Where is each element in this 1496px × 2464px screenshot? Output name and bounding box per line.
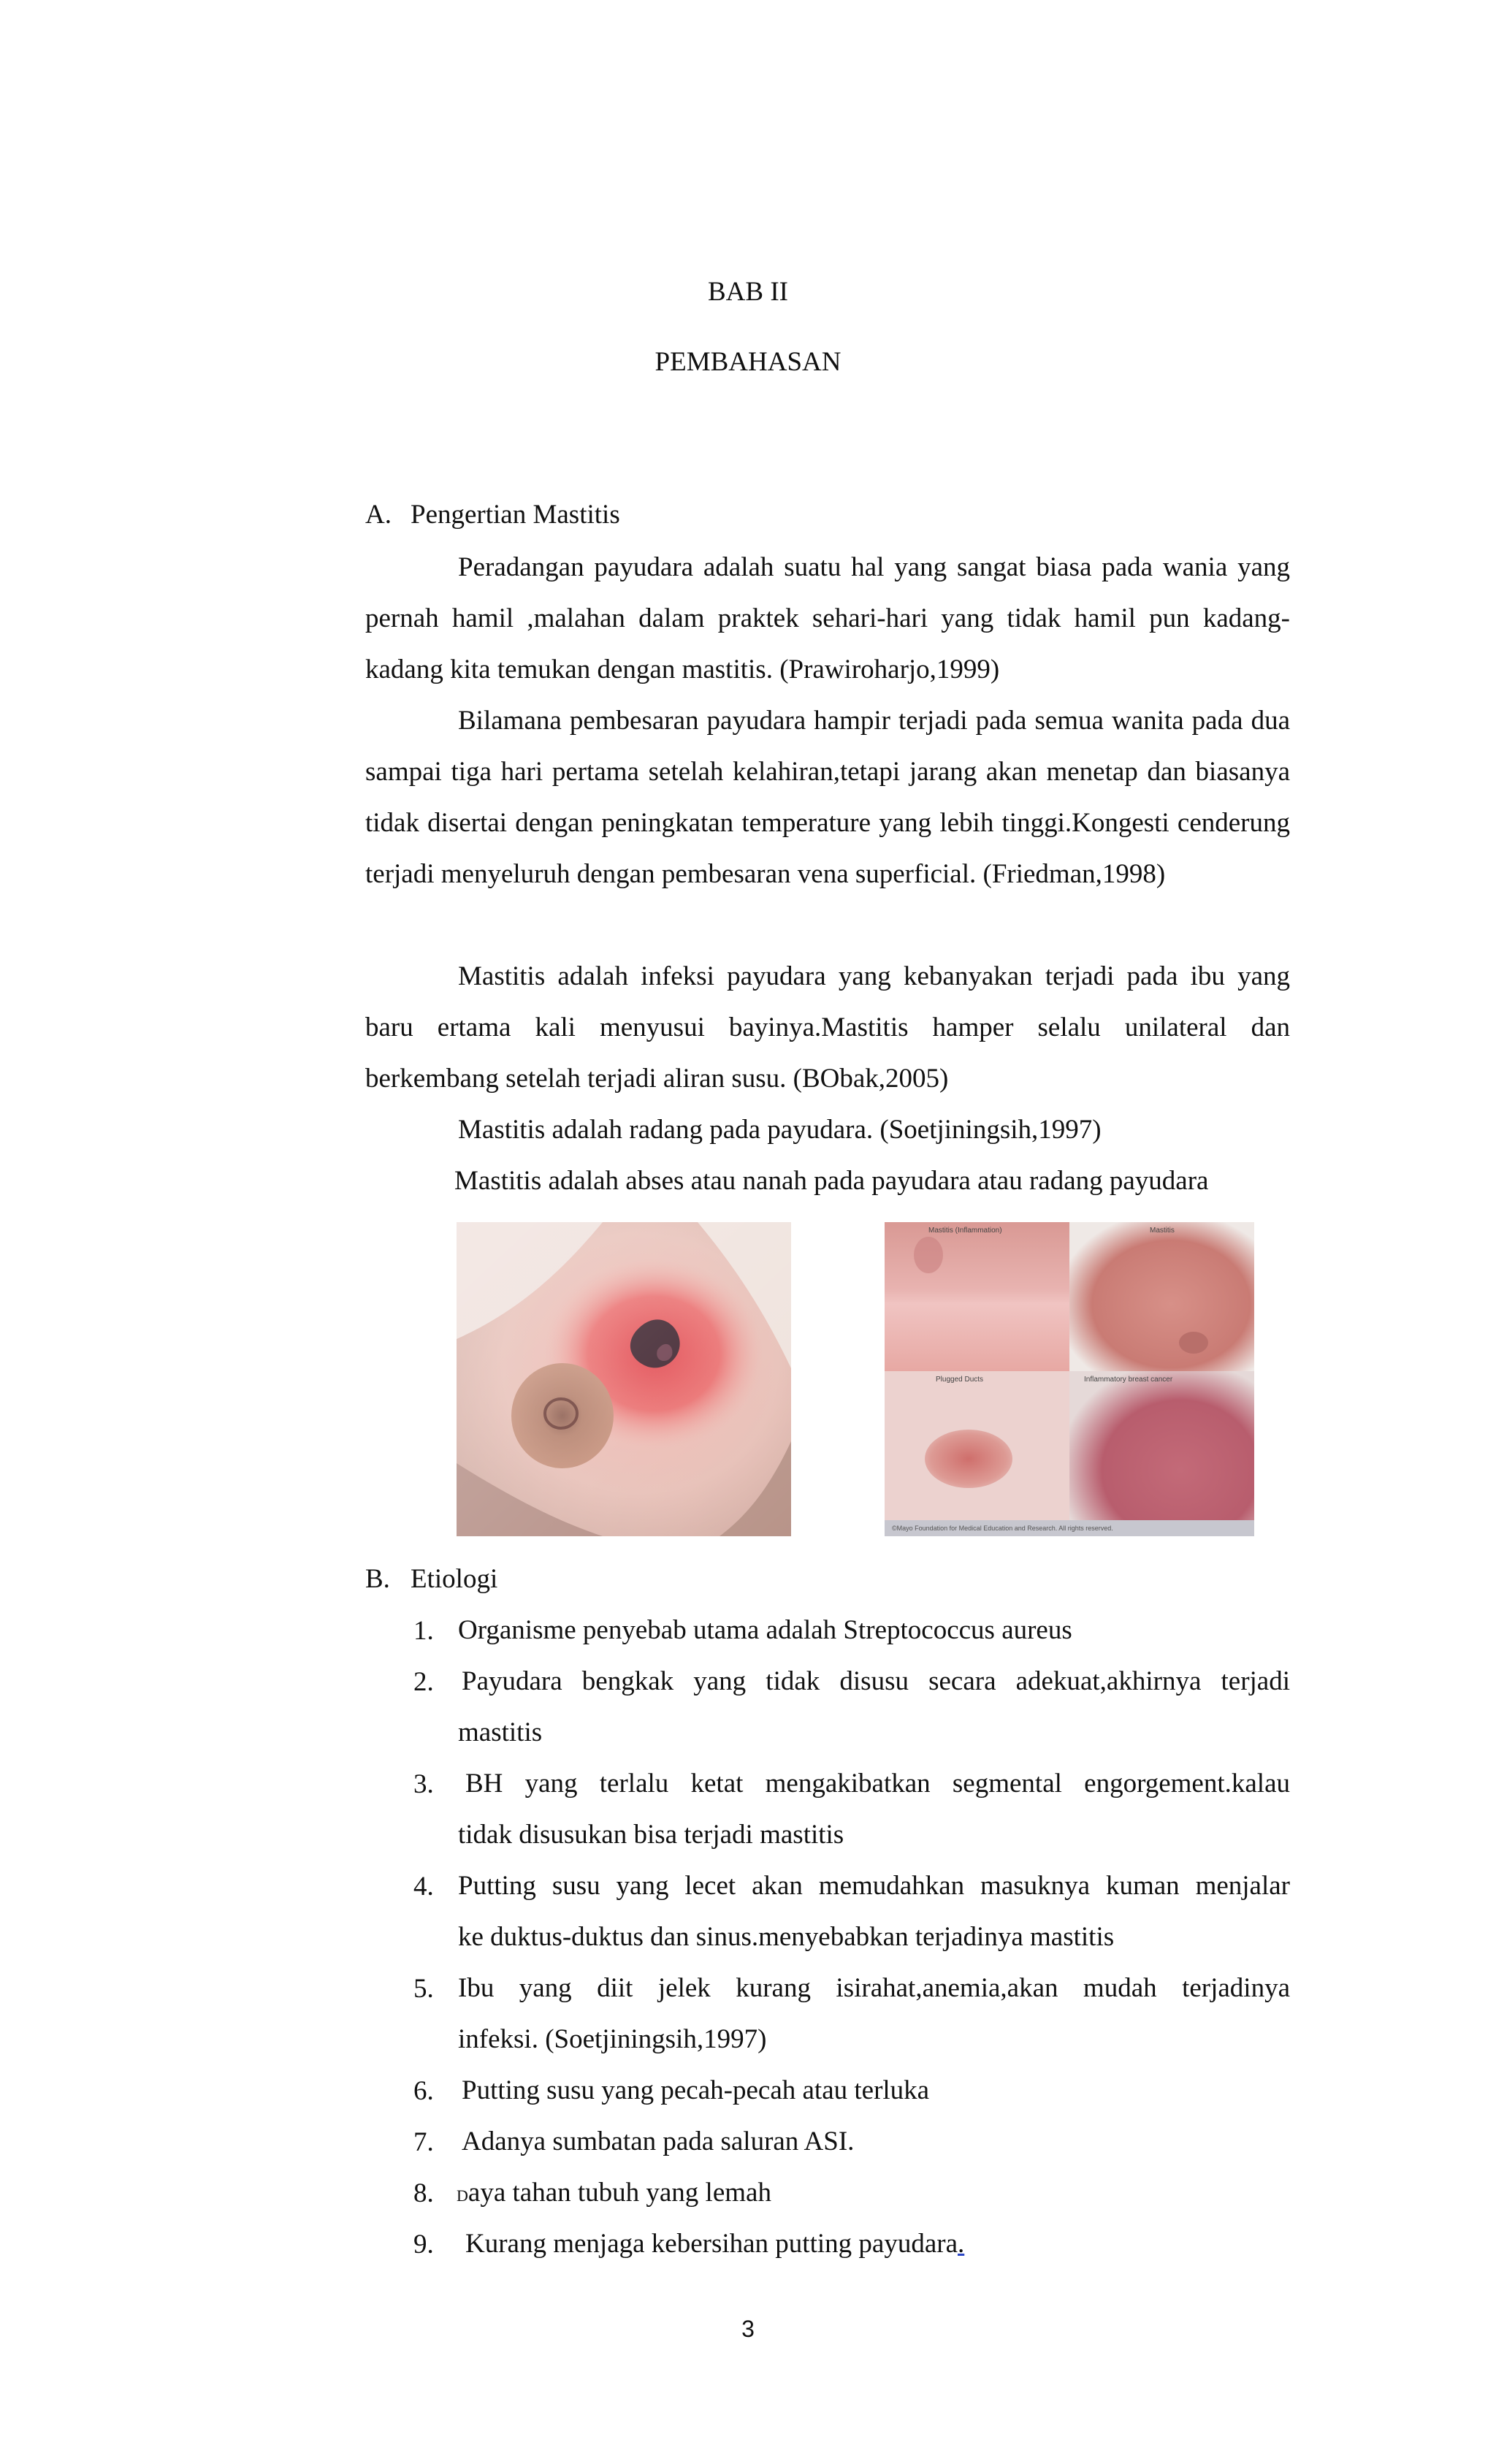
panel-bottom-right — [1069, 1371, 1254, 1536]
list-item-number: 9. — [413, 2230, 434, 2259]
list-item-number: 4. — [413, 1872, 434, 1902]
list-item-text: Payudara bengkak yang tidak disusu secara adekuat,akhirnya terjadi — [462, 1666, 1290, 1696]
panel-bottom-left — [885, 1371, 1069, 1536]
chapter-subtitle: PEMBAHASAN — [654, 347, 842, 377]
list-item-number: 1. — [413, 1616, 434, 1646]
chapter-title: BAB II — [708, 277, 788, 307]
panel-bottom-left-areola — [925, 1430, 1012, 1488]
section-b-marker: B. — [365, 1564, 390, 1594]
panel-top-left-lesion — [914, 1237, 943, 1273]
list-item-text: ke duktus-duktus dan sinus.menyebabkan terjadinya mastitis — [458, 1922, 1115, 1952]
list-item-text: tidak disusukan bisa terjadi mastitis — [458, 1820, 844, 1850]
list-item-text: Putting susu yang pecah-pecah atau terluka — [462, 2075, 930, 2105]
section-a-marker: A. — [365, 500, 392, 530]
page-number: 3 — [741, 2316, 755, 2342]
list-item-number: 6. — [413, 2076, 434, 2106]
list-item-trailing-period: . — [958, 2229, 965, 2259]
paragraph-3: Mastitis adalah infeksi payudara yang kebanyakan terjadi pada ibu yang baru ertama kali menyusui bayinya.Mastitis hamper selalu unilateral dan berkembang setelah terjadi aliran susu. (BObak,2005) — [365, 961, 1290, 1094]
mastitis-photo — [457, 1222, 791, 1536]
list-item-text: Organisme penyebab utama adalah Streptococcus aureus — [458, 1615, 1072, 1645]
section-b-heading: Etiologi — [411, 1564, 498, 1594]
mastitis-comparison-figure — [885, 1222, 1254, 1536]
paragraph-1: Peradangan payudara adalah suatu hal yang sangat biasa pada wania yang pernah hamil ,malahan dalam praktek sehari-hari yang tidak hamil pun kadang-kadang kita temukan dengan mastitis. (Prawiroharjo,1999) — [365, 552, 1290, 684]
list-item-number: 5. — [413, 1974, 434, 2004]
list-item-number: 8. — [413, 2178, 434, 2208]
list-item-text: Adanya sumbatan pada saluran ASI. — [462, 2127, 855, 2156]
definition-line-2: Mastitis adalah abses atau nanah pada payudara atau radang payudara — [454, 1166, 1209, 1196]
panel-top-right-nipple — [1179, 1332, 1208, 1354]
list-item-text — [465, 2219, 964, 2270]
panel-bottom-left-label: Plugged Ducts — [936, 1376, 984, 1384]
list-item-number: 7. — [413, 2127, 434, 2157]
list-item-text: BH yang terlalu ketat mengakibatkan segmental engorgement.kalau — [465, 1769, 1290, 1799]
panel-top-right — [1069, 1222, 1254, 1371]
mastitis-photo-graphic — [457, 1222, 791, 1536]
definition-line-1: Mastitis adalah radang pada payudara. (Soetjiningsih,1997) — [458, 1115, 1102, 1145]
list-item-number: 3. — [413, 1769, 434, 1799]
list-item-text — [457, 2167, 771, 2221]
panel-bottom-right-label: Inflammatory breast cancer — [1084, 1376, 1173, 1384]
panel-top-left-label: Mastitis (Inflammation) — [928, 1227, 1002, 1235]
list-item-body: Kurang menjaga kebersihan putting payudara — [465, 2229, 958, 2259]
list-item-number: 2. — [413, 1667, 434, 1697]
list-item-text: Putting susu yang lecet akan memudahkan masuknya kuman menjalar — [458, 1871, 1290, 1901]
list-item-text: Ibu yang diit jelek kurang isirahat,anemia,akan mudah terjadinya — [458, 1973, 1290, 2003]
list-item-rest: aya tahan tubuh yang lemah — [468, 2178, 771, 2208]
section-a-heading: Pengertian Mastitis — [411, 500, 620, 530]
list-item-text: mastitis — [458, 1717, 543, 1747]
list-item-lead-letter: D — [457, 2186, 468, 2205]
panel-top-left — [885, 1222, 1069, 1371]
panel-top-right-label: Mastitis — [1150, 1227, 1175, 1235]
figure-caption: ©Mayo Foundation for Medical Education and Research. All rights reserved. — [885, 1520, 1254, 1536]
list-item-text: infeksi. (Soetjiningsih,1997) — [458, 2024, 767, 2054]
paragraph-2: Bilamana pembesaran payudara hampir terjadi pada semua wanita pada dua sampai tiga hari pertama setelah kelahiran,tetapi jarang akan menetap dan biasanya tidak disertai dengan peningkatan temperature yang lebih tinggi.Kongesti cenderung terjadi menyeluruh dengan pembesaran vena superficial. (Friedman,1998) — [365, 706, 1290, 889]
